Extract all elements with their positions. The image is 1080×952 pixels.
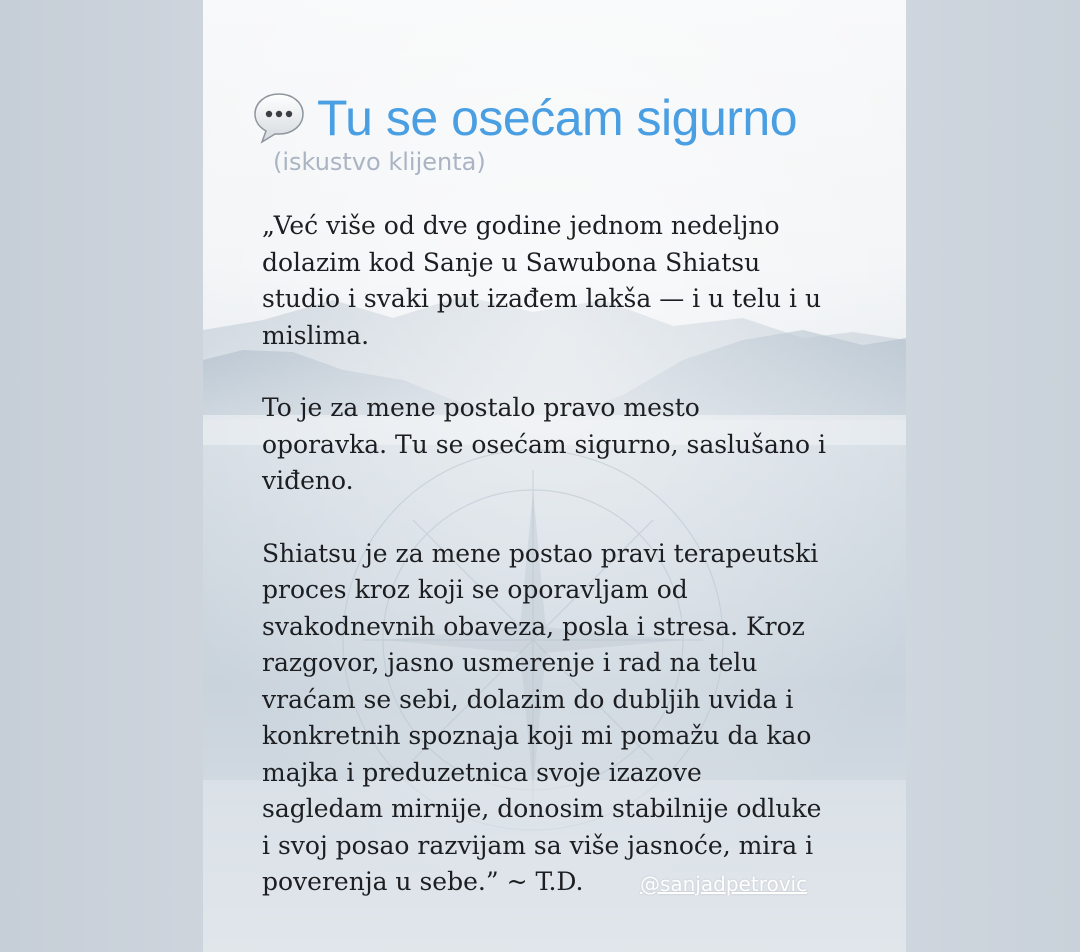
text-line: viđeno.: [262, 466, 354, 495]
text-line: To je za mene postalo pravo mesto: [262, 393, 700, 422]
speech-bubble-icon: [251, 90, 307, 146]
text-line: proces kroz koji se oporavljam od: [262, 575, 688, 604]
text-line: oporavka. Tu se osećam sigurno, saslušano i: [262, 429, 826, 459]
text-line: sagledam mirnije, donosim stabilnije odluke: [262, 794, 822, 823]
mention-tag[interactable]: @sanjadpetrovic: [640, 872, 808, 896]
paragraph-gap: [262, 500, 862, 536]
story-title: Tu se osećam sigurno: [317, 90, 798, 146]
title-row: [251, 86, 797, 150]
text-line: dolazim kod Sanje u Sawubona Shiatsu: [262, 247, 761, 277]
story-subtitle: (iskustvo klijenta): [273, 148, 486, 176]
text-line: svakodnevnih obaveza, posla i stresa. Kroz: [262, 611, 805, 641]
text-line: razgovor, jasno usmerenje i rad na telu: [262, 648, 758, 677]
text-line: mislima.: [262, 320, 370, 350]
testimonial-text: [262, 208, 862, 901]
story-card[interactable]: [203, 0, 906, 952]
text-line: majka i preduzetnica svoje izazove: [262, 757, 702, 787]
text-line: Shiatsu je za mene postao pravi terapeutski: [262, 538, 819, 568]
text-line: konkretnih spoznaja koji mi pomažu da kao: [262, 721, 812, 750]
text-line: „Već više od dve godine jednom nedeljno: [262, 211, 780, 240]
text-line: poverenja u sebe.” ~ T.D.: [262, 867, 584, 896]
text-line: studio i svaki put izađem lakša — i u telu i u: [262, 284, 822, 313]
text-line: vraćam se sebi, dolazim do dubljih uvida i: [262, 684, 794, 714]
paragraph-gap: [262, 354, 862, 390]
text-line: i svoj posao razvijam sa više jasnoće, mira i: [262, 830, 814, 860]
